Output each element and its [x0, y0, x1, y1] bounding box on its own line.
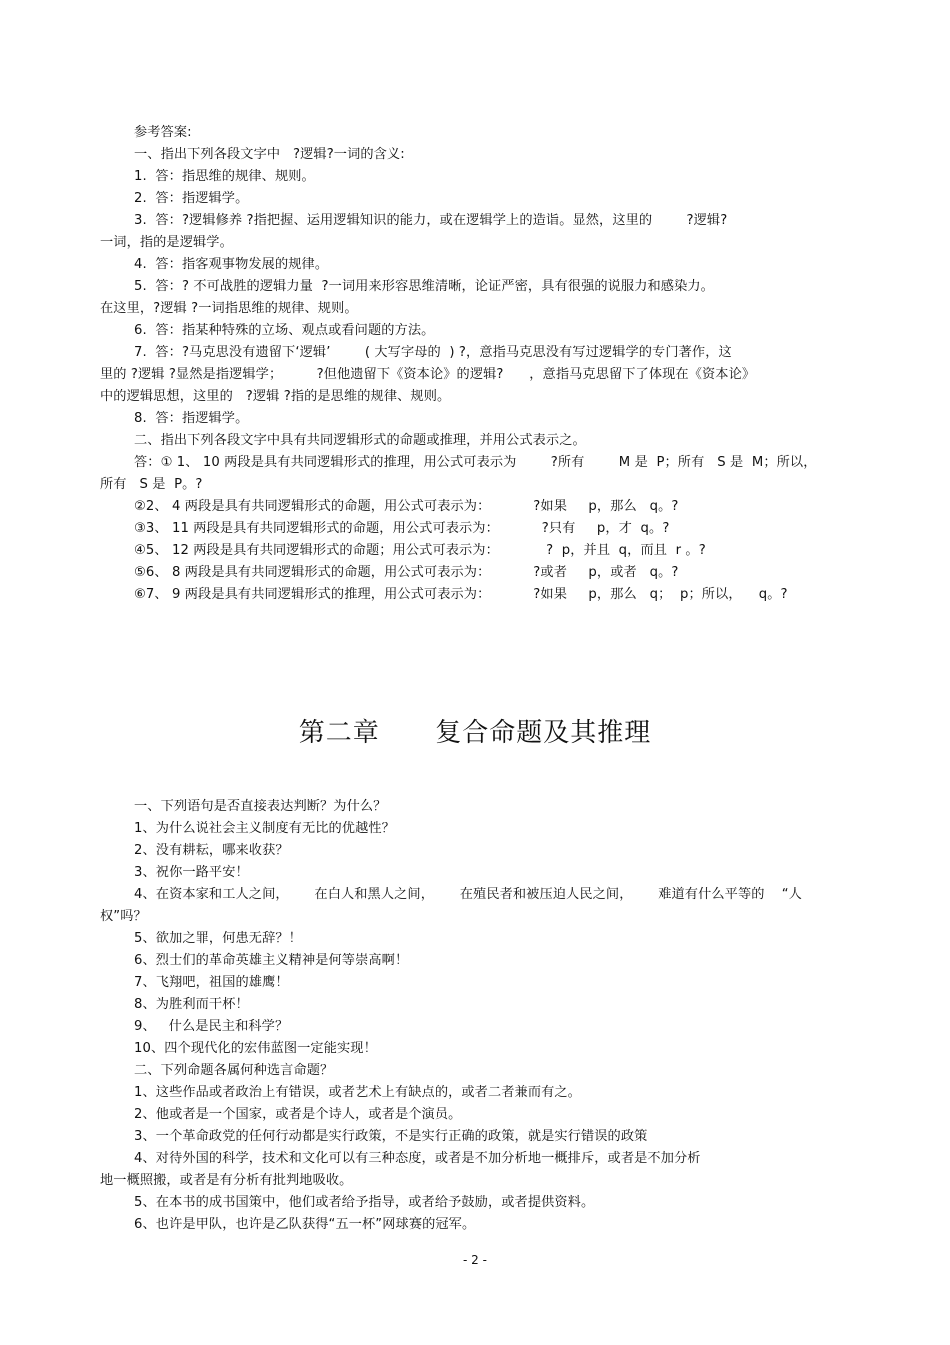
answer-item: ③3、 11 两段是具有共同逻辑形式的命题，用公式可表示为： ?只有 p，才 q。?: [134, 521, 670, 536]
exercise-question: 4、在资本家和工人之间， 在白人和黑人之间， 在殖民者和被压迫人民之间， 难道有什么平等的 “人: [134, 887, 802, 902]
answer-item: 5. 答：? 不可战胜的逻辑力量 ?一词用来形容思维清晰，论证严密，具有很强的说服力和感染力。: [134, 279, 714, 294]
exercise-question: 2、没有耕耘，哪来收获？: [134, 843, 289, 858]
answer-item: 4. 答：指客观事物发展的规律。: [134, 257, 329, 272]
answer-item: ②2、 4 两段是具有共同逻辑形式的命题，用公式可表示为： ?如果 p，那么 q。?: [134, 499, 679, 514]
answer-item: 答：① 1、 10 两段是具有共同逻辑形式的推理，用公式可表示为 ?所有 M 是 P；所有 S 是 M；所以，: [134, 455, 817, 470]
exercise-question: 3、祝你一路平安！: [134, 865, 249, 880]
answer-item: ④5、 12 两段是具有共同逻辑形式的命题；用公式可表示为： ? p，并且 q，而且 r 。?: [134, 543, 706, 558]
answer-item-continuation: 所有 S 是 P。?: [100, 477, 203, 492]
answers-section2-title: 二、指出下列各段文字中具有共同逻辑形式的命题或推理，并用公式表示之。: [134, 433, 586, 448]
exercise-question: 1、为什么说社会主义制度有无比的优越性？: [134, 821, 395, 836]
answers-section1-title: 一、指出下列各段文字中 ?逻辑?一词的含义:: [134, 147, 405, 162]
chapter-title: 第二章 复合命题及其推理: [298, 718, 652, 748]
exercise-question: 5、欲加之罪，何患无辞？！: [134, 931, 302, 946]
page-number: - 2 -: [463, 1253, 487, 1267]
exercise-section1-title: 一、下列语句是否直接表达判断？为什么？: [134, 799, 387, 814]
answer-item: 1. 答：指思维的规律、规则。: [134, 169, 315, 184]
answer-item: 7. 答：?马克思没有遗留下‘逻辑’ ( 大写字母的 ) ?，意指马克思没有写过逻辑学的专门著作，这: [134, 345, 732, 360]
answer-item-continuation: 里的 ?逻辑 ?显然是指逻辑学； ?但他遗留下《资本论》的逻辑? ，意指马克思留下了体现在《资本论》: [100, 367, 756, 382]
answer-item-continuation: 一词，指的是逻辑学。: [100, 235, 233, 250]
exercise-question: 9、 什么是民主和科学？: [134, 1019, 289, 1034]
answer-item-continuation: 在这里，?逻辑 ?一词指思维的规律、规则。: [100, 301, 358, 316]
exercise-section2-title: 二、下列命题各属何种选言命题？: [134, 1063, 334, 1078]
exercise-question: 5、在本书的成书国策中，他们或者给予指导，或者给予鼓励，或者提供资料。: [134, 1195, 595, 1210]
exercise-question: 2、他或者是一个国家，或者是个诗人，或者是个演员。: [134, 1107, 462, 1122]
exercise-question-continuation: 地一概照搬，或者是有分析有批判地吸收。: [100, 1173, 353, 1188]
answer-item: 6. 答：指某种特殊的立场、观点或看问题的方法。: [134, 323, 435, 338]
answer-item: ⑤6、 8 两段是具有共同逻辑形式的命题，用公式可表示为： ?或者 p，或者 q。?: [134, 565, 679, 580]
exercise-question: 6、烈士们的革命英雄主义精神是何等崇高啊！: [134, 953, 409, 968]
exercise-question: 1、这些作品或者政治上有错误，或者艺术上有缺点的，或者二者兼而有之。: [134, 1085, 581, 1100]
answer-item-continuation: 中的逻辑思想，这里的 ?逻辑 ?指的是思维的规律、规则。: [100, 389, 451, 404]
exercise-question: 10、四个现代化的宏伟蓝图一定能实现！: [134, 1041, 377, 1056]
answer-item: ⑥7、 9 两段是具有共同逻辑形式的推理，用公式可表示为： ?如果 p，那么 q； p；所以， q。?: [134, 587, 788, 602]
exercise-question: 7、飞翔吧，祖国的雄鹰！: [134, 975, 289, 990]
exercise-question: 3、一个革命政党的任何行动都是实行政策，不是实行正确的政策，就是实行错误的政策: [134, 1129, 648, 1144]
answer-item: 8. 答：指逻辑学。: [134, 411, 249, 426]
answer-item: 2. 答：指逻辑学。: [134, 191, 249, 206]
exercise-question: 6、也许是甲队，也许是乙队获得“五一杯”网球赛的冠军。: [134, 1217, 476, 1232]
exercise-question: 4、对待外国的科学，技术和文化可以有三种态度，或者是不加分析地一概排斥，或者是不加分析: [134, 1151, 701, 1166]
answers-heading: 参考答案:: [134, 125, 192, 140]
answer-item: 3. 答：?逻辑修养 ?指把握、运用逻辑知识的能力，或在逻辑学上的造诣。显然，这里的 ?逻辑?: [134, 213, 728, 228]
exercise-question: 8、为胜利而干杯！: [134, 997, 249, 1012]
exercise-question-continuation: 权”吗？: [100, 909, 147, 924]
